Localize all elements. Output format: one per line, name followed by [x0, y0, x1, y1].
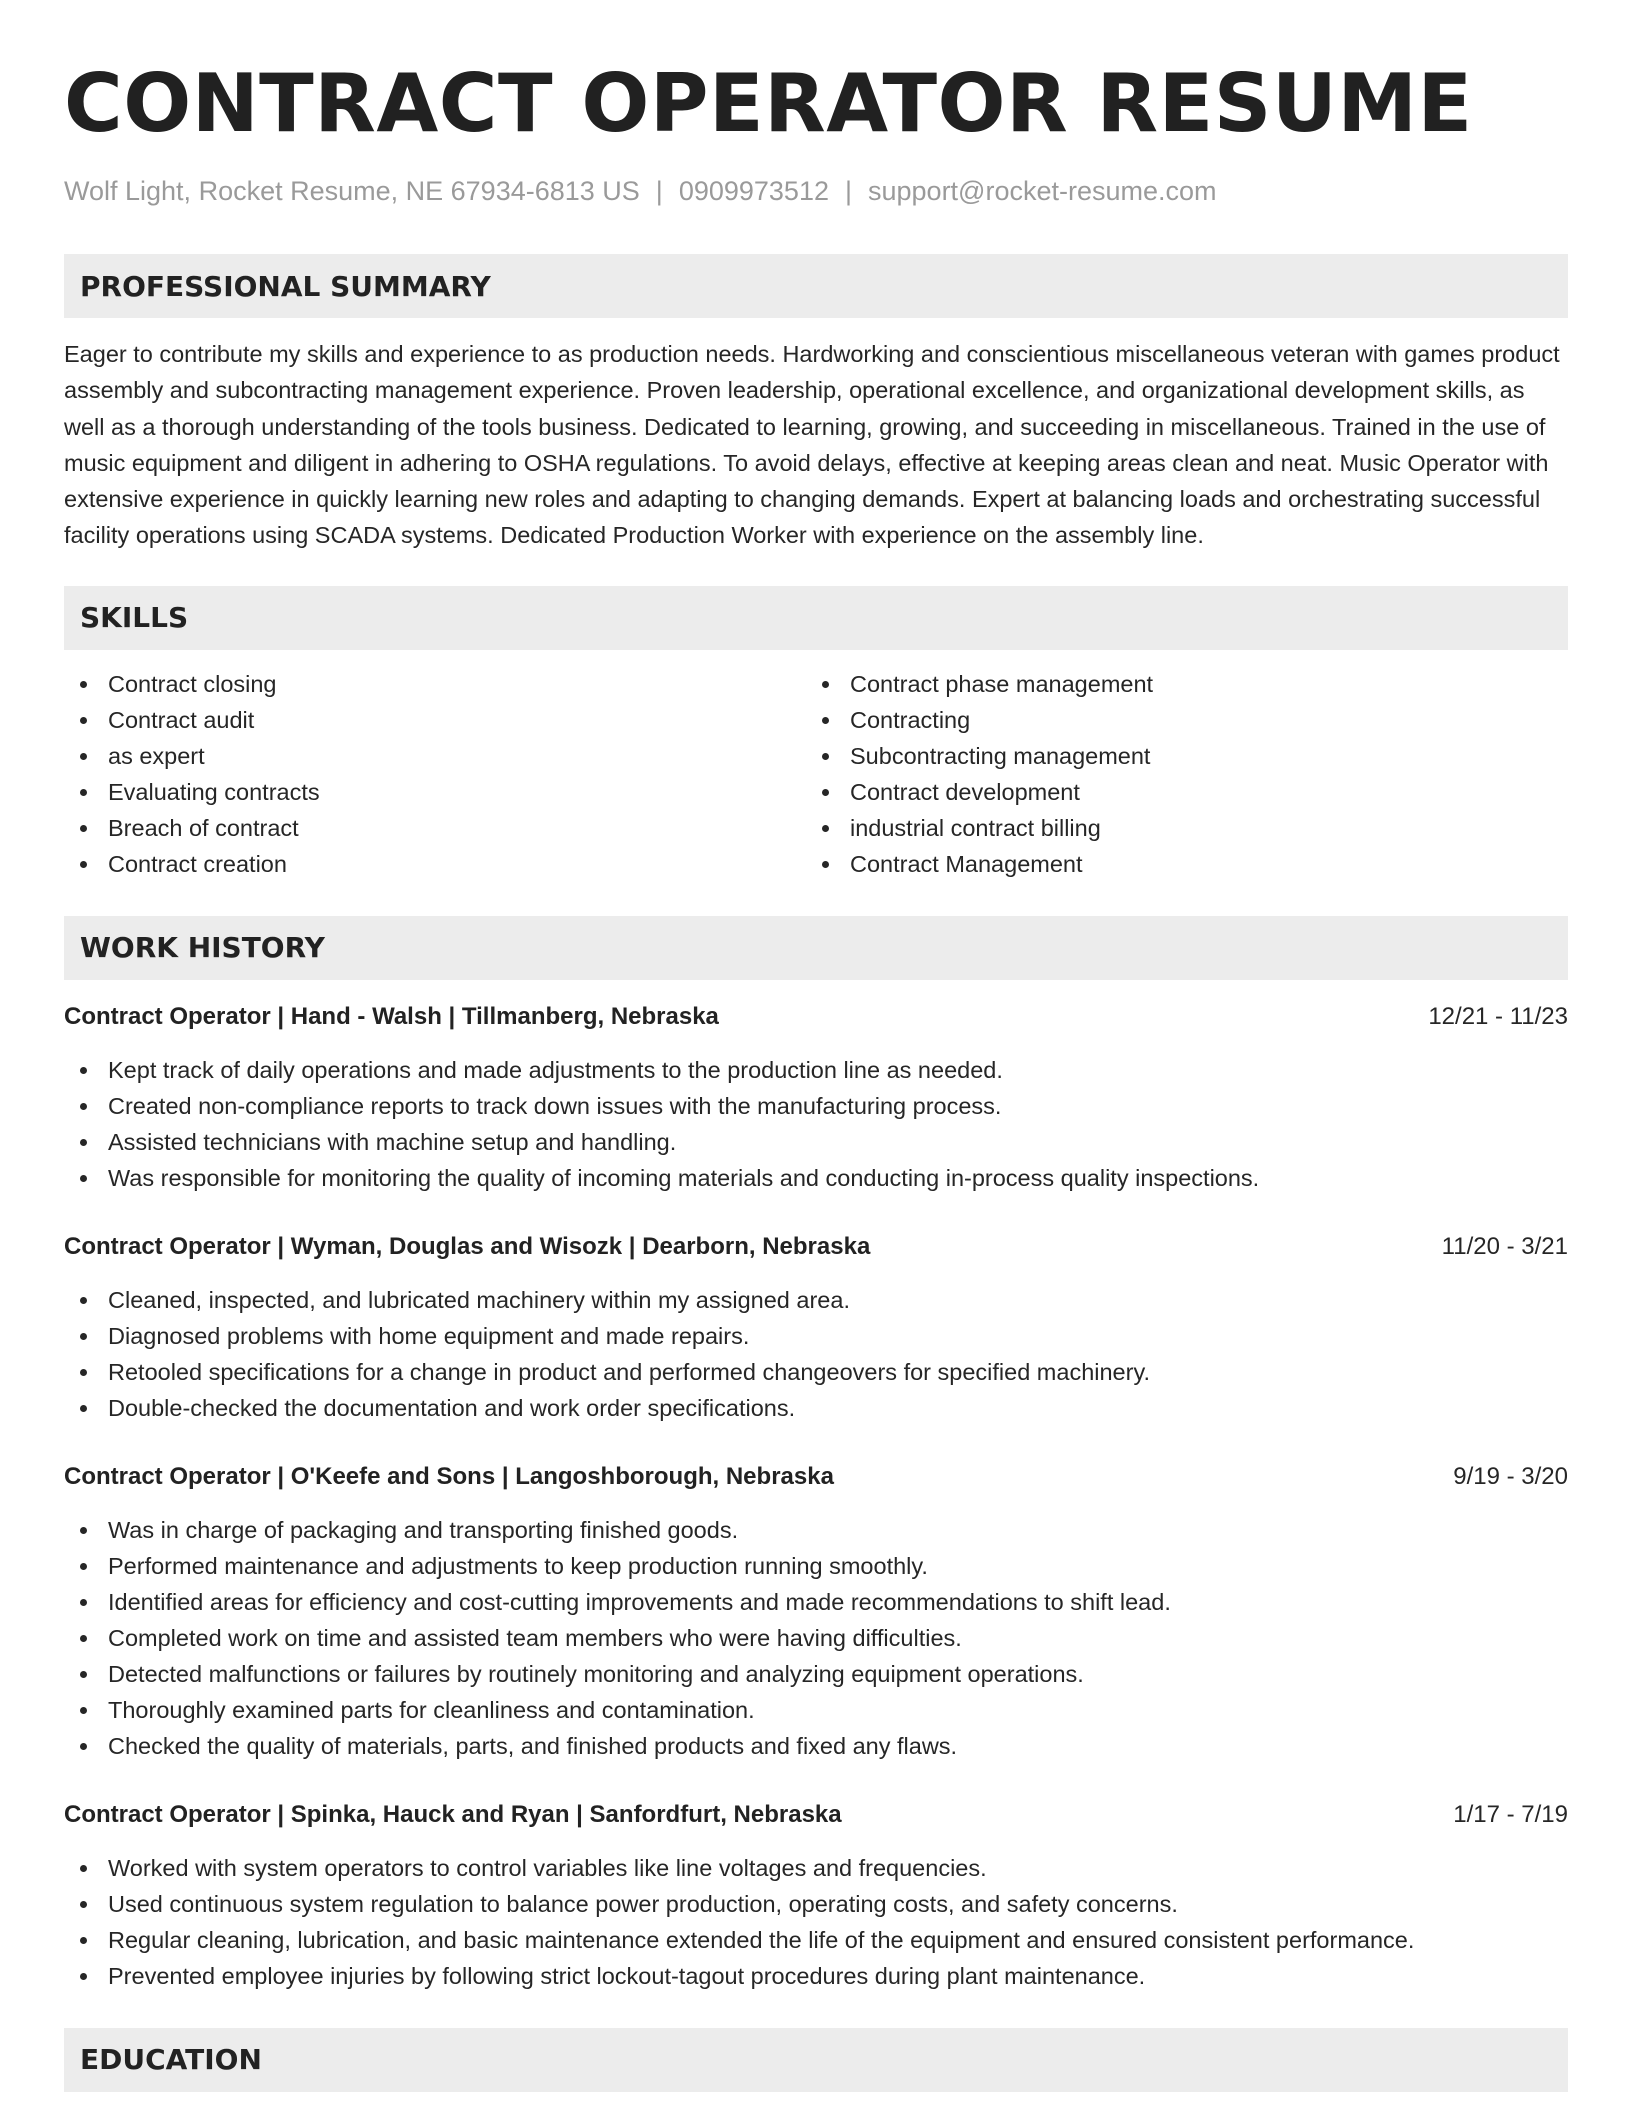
skill-item: Contract audit [64, 702, 806, 738]
section-header-work-history: WORK HISTORY [64, 916, 1568, 980]
job-header [64, 1460, 1568, 1494]
job-duty: Thoroughly examined parts for cleanliness and contamination. [64, 1692, 1568, 1728]
job-title: Contract Operator | Hand - Walsh | Tillmanberg, Nebraska [64, 1002, 719, 1030]
skill-item: Contract phase management [806, 666, 1548, 702]
job-duty: Diagnosed problems with home equipment and made repairs. [64, 1318, 1568, 1354]
job-duty: Used continuous system regulation to balance power production, operating costs, and safety concerns. [64, 1886, 1568, 1922]
section-header-summary: PROFESSIONAL SUMMARY [64, 254, 1568, 318]
skill-item: Breach of contract [64, 810, 806, 846]
job-header [64, 1000, 1568, 1034]
job-entry [64, 1000, 1568, 1196]
job-entry [64, 1798, 1568, 1994]
job-entry [64, 1230, 1568, 1426]
job-duties [64, 1052, 1568, 1196]
contact-address: Wolf Light, Rocket Resume, NE 67934-6813 US [64, 176, 640, 206]
skills-column-left [64, 666, 806, 882]
job-title: Contract Operator | Wyman, Douglas and Wisozk | Dearborn, Nebraska [64, 1232, 871, 1260]
job-duty: Checked the quality of materials, parts, and finished products and fixed any flaws. [64, 1728, 1568, 1764]
job-duty: Completed work on time and assisted team members who were having difficulties. [64, 1620, 1568, 1656]
skill-item: Evaluating contracts [64, 774, 806, 810]
job-header [64, 1798, 1568, 1832]
summary-text: Eager to contribute my skills and experience to as production needs. Hardworking and conscientious miscellaneous veteran with games product assembly and subcontracting management experience. Proven leadership, operational excellence, and organizational development skills, as well as a thorough understanding of the tools business. Dedicated to learning, growing, and succeeding in miscellaneous. Trained in the use of music equipment and diligent in adhering to OSHA regulations. To avoid delays, effective at keeping areas clean and neat. Music Operator with extensive experience in quickly learning new roles and adapting to changing demands. Expert at balancing loads and orchestrating successful facility operations using SCADA systems. Dedicated Production Worker with experience on the assembly line. [64, 341, 1560, 549]
skill-item: industrial contract billing [806, 810, 1548, 846]
job-dates: 11/20 - 3/21 [1441, 1232, 1568, 1260]
job-title: Contract Operator | Spinka, Hauck and Ryan | Sanfordfurt, Nebraska [64, 1800, 842, 1828]
job-dates: 12/21 - 11/23 [1428, 1002, 1568, 1030]
skill-item: Contracting [806, 702, 1548, 738]
job-duty: Identified areas for efficiency and cost-cutting improvements and made recommendations to shift lead. [64, 1584, 1568, 1620]
job-duty: Regular cleaning, lubrication, and basic maintenance extended the life of the equipment and ensured consistent performance. [64, 1922, 1568, 1958]
job-duty: Prevented employee injuries by following strict lockout-tagout procedures during plant maintenance. [64, 1958, 1568, 1994]
contact-line [64, 174, 1568, 208]
job-duty: Created non-compliance reports to track down issues with the manufacturing process. [64, 1088, 1568, 1124]
job-duty: Was responsible for monitoring the quality of incoming materials and conducting in-process quality inspections. [64, 1160, 1568, 1196]
job-title: Contract Operator | O'Keefe and Sons | Langoshborough, Nebraska [64, 1462, 834, 1490]
job-duty: Retooled specifications for a change in product and performed changeovers for specified machinery. [64, 1354, 1568, 1390]
job-dates: 1/17 - 7/19 [1453, 1800, 1568, 1828]
job-dates: 9/19 - 3/20 [1453, 1462, 1568, 1490]
skill-item: Contract closing [64, 666, 806, 702]
section-header-education: EDUCATION [64, 2028, 1568, 2092]
contact-email: support@rocket-resume.com [868, 176, 1217, 206]
skill-item: Contract development [806, 774, 1548, 810]
job-duty: Double-checked the documentation and work order specifications. [64, 1390, 1568, 1426]
skill-item: as expert [64, 738, 806, 774]
job-duties [64, 1850, 1568, 1994]
skill-item: Subcontracting management [806, 738, 1548, 774]
contact-separator: | [844, 176, 852, 206]
job-duty: Detected malfunctions or failures by routinely monitoring and analyzing equipment operations. [64, 1656, 1568, 1692]
job-entry [64, 1460, 1568, 1764]
job-duty: Assisted technicians with machine setup and handling. [64, 1124, 1568, 1160]
section-header-skills: SKILLS [64, 586, 1568, 650]
job-duties [64, 1512, 1568, 1764]
job-duty: Kept track of daily operations and made adjustments to the production line as needed. [64, 1052, 1568, 1088]
skills-column-right [806, 666, 1548, 882]
job-duty: Cleaned, inspected, and lubricated machinery within my assigned area. [64, 1282, 1568, 1318]
contact-separator: | [655, 176, 663, 206]
job-duty: Performed maintenance and adjustments to keep production running smoothly. [64, 1548, 1568, 1584]
skill-item: Contract Management [806, 846, 1548, 882]
skills-list [64, 666, 1568, 882]
job-duties [64, 1282, 1568, 1426]
job-duty: Worked with system operators to control variables like line voltages and frequencies. [64, 1850, 1568, 1886]
skill-item: Contract creation [64, 846, 806, 882]
job-header [64, 1230, 1568, 1264]
resume-title: CONTRACT OPERATOR RESUME [64, 57, 1473, 150]
job-duty: Was in charge of packaging and transporting finished goods. [64, 1512, 1568, 1548]
contact-phone: 0909973512 [678, 176, 829, 206]
